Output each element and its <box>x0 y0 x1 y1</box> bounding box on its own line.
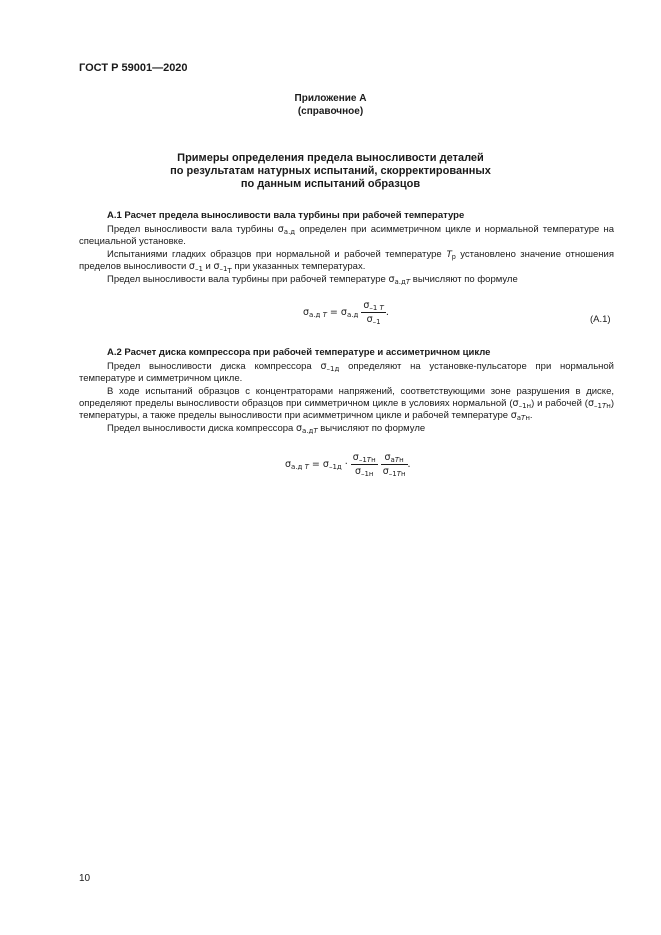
section-a1-paragraph-1: Предел выносливости вала турбины $\sigma_{а.д}$ определен при асимметричном цикле и нормальной температуре на специальной установке. <box>79 224 614 247</box>
section-a1-paragraph-2: Испытаниями гладких образцов при нормальной и рабочей температуре $T_р$ установлено значение отношения пределов выносливости $\sigma_{-1}$ и $\sigma_{-1_T}$ при указанных температурах. <box>79 249 614 275</box>
annex-title: Приложение А <box>294 93 367 104</box>
section-a2-paragraph-2: В ходе испытаний образцов с концентраторами напряжений, соответствующими зоне разрушения в диске, определяют пределы выносливости образцов при симметричном цикле в условиях нормальной $(\sigma_{-1н})$ и рабочей $(\sigma_{-1Tн})$ температуры, а также пределы выносливости при асимметричном цикле и рабочей температуре $\sigma_{аTн}$. <box>79 386 614 422</box>
formula-a2: $\sigma_{а.д Т} = \sigma_{-1д}$ · $\frac{\sigma_{-1Tн}}{\sigma_{-1н}}$ $\frac{\sigma_{аTн}}{\sigma_{-1Tн}}$ . <box>285 452 411 478</box>
section-a2-heading: А.2 Расчет диска компрессора при рабочей температуре и ассиметричном цикле <box>107 347 491 358</box>
page-number: 10 <box>79 873 91 884</box>
section-a1-paragraph-3: Предел выносливости вала турбины при рабочей температуре $\sigma_{а.дT}$ вычисляют по формуле <box>107 274 518 286</box>
section-a2-paragraph-1: Предел выносливости диска компрессора $\sigma_{-1д}$ определяют на установке-пульсаторе при нормальной температуре и симметричном цикле. <box>79 361 614 384</box>
annex-subtitle: (справочное) <box>297 106 364 117</box>
main-title-line-3: по данным испытаний образцов <box>240 178 421 190</box>
section-a1-heading: А.1 Расчет предела выносливости вала турбины при рабочей температуре <box>107 210 465 221</box>
equation-number-a1: (А.1) <box>590 314 611 325</box>
main-title-line-1: Примеры определения предела выносливости деталей <box>177 152 484 164</box>
section-a2-paragraph-3: Предел выносливости диска компрессора $\sigma_{а.дT}$ вычисляют по формуле <box>107 423 426 435</box>
annex-heading <box>0 92 661 118</box>
formula-a1: $\sigma_{а.д Т} = \sigma_{а.д}$ $\frac{\sigma_{-1 Т}}{\sigma_{-1}}$ . <box>303 300 389 326</box>
symbol-sigma-ad: $\sigma_{а.д}$ <box>277 224 296 236</box>
main-title-line-2: по результатам натурных испытаний, скорректированных <box>170 165 491 177</box>
symbol-tp: T <box>446 249 452 260</box>
main-title <box>0 152 661 191</box>
document-code: ГОСТ Р 59001—2020 <box>79 62 188 74</box>
